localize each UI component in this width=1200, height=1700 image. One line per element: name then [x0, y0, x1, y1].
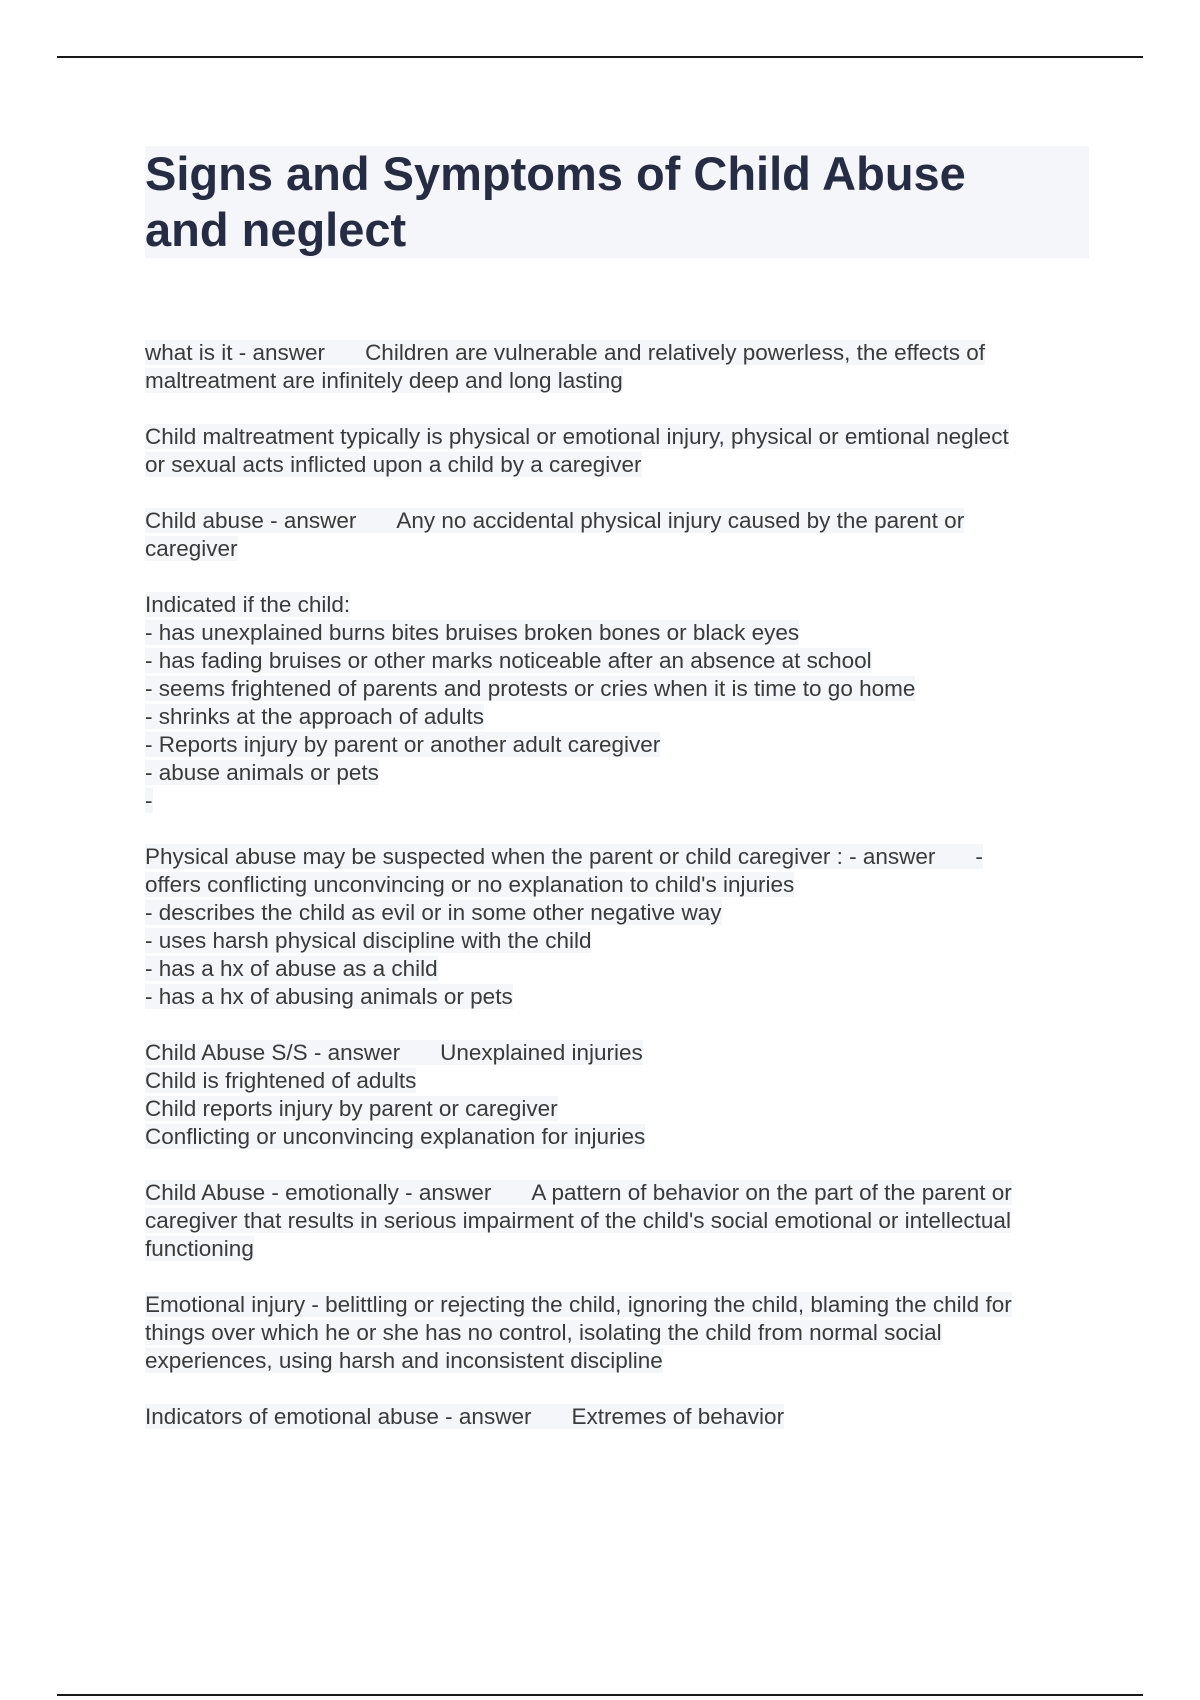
entry-answer-line: Any no accidental physical injury caused by the parent or: [396, 508, 965, 533]
qa-entry: [145, 507, 1089, 563]
paragraph-line: things over which he or she has no control, isolating the child from normal social: [145, 1320, 942, 1345]
paragraph-line: or sexual acts inflicted upon a child by a caregiver: [145, 452, 642, 477]
entry-term: Child Abuse S/S - answer: [145, 1040, 401, 1065]
entry-answer-line: - has a hx of abusing animals or pets: [145, 984, 513, 1009]
entry-answer-line: caregiver: [145, 536, 238, 561]
entry-answer-line: - has a hx of abuse as a child: [145, 956, 438, 981]
text-paragraph: [145, 423, 1089, 479]
entry-term: Child Abuse - emotionally - answer: [145, 1180, 492, 1205]
entry-answer-line: Conflicting or unconvincing explanation for injuries: [145, 1124, 646, 1149]
entry-answer-line: functioning: [145, 1236, 254, 1261]
entry-answer-line: - uses harsh physical discipline with the child: [145, 928, 592, 953]
entry-answer-line: A pattern of behavior on the part of the parent or: [531, 1180, 1012, 1205]
bottom-rule: [57, 1694, 1143, 1696]
page-title: [145, 146, 1089, 258]
paragraph-line: experiences, using harsh and inconsistent discipline: [145, 1348, 663, 1373]
paragraph-line: Emotional injury - belittling or rejecting the child, ignoring the child, blaming the child for: [145, 1292, 1012, 1317]
document-body: [145, 339, 1089, 1459]
title-line: and neglect: [145, 203, 407, 256]
entry-answer-line: -: [975, 844, 983, 869]
qa-entry: [145, 843, 1089, 1011]
entry-term: what is it - answer: [145, 340, 326, 365]
entry-answer-line: - describes the child as evil or in some other negative way: [145, 900, 722, 925]
qa-entry: [145, 339, 1089, 395]
list-item: - has unexplained burns bites bruises broken bones or black eyes: [145, 620, 800, 645]
entry-answer-line: Child is frightened of adults: [145, 1068, 417, 1093]
entry-answer-line: Children are vulnerable and relatively powerless, the effects of: [365, 340, 985, 365]
entry-answer-line: caregiver that results in serious impairment of the child's social emotional or intellectual: [145, 1208, 1011, 1233]
list-item: - seems frightened of parents and protests or cries when it is time to go home: [145, 676, 916, 701]
list-item: - Reports injury by parent or another adult caregiver: [145, 732, 661, 757]
entry-term: Physical abuse may be suspected when the parent or child caregiver : - answer: [145, 844, 936, 869]
qa-entry: [145, 1039, 1089, 1151]
top-rule: [57, 56, 1143, 58]
text-paragraph: [145, 1291, 1089, 1375]
entry-answer-line: Child reports injury by parent or caregiver: [145, 1096, 558, 1121]
indicator-list: [145, 591, 1089, 815]
list-item: - abuse animals or pets: [145, 760, 379, 785]
list-item: - has fading bruises or other marks noticeable after an absence at school: [145, 648, 872, 673]
entry-answer-line: Extremes of behavior: [571, 1404, 785, 1429]
list-heading: Indicated if the child:: [145, 592, 351, 617]
paragraph-line: Child maltreatment typically is physical or emotional injury, physical or emtional neglect: [145, 424, 1009, 449]
entry-answer-line: maltreatment are infinitely deep and long lasting: [145, 368, 623, 393]
list-item: - shrinks at the approach of adults: [145, 704, 484, 729]
qa-entry: [145, 1403, 1089, 1431]
title-line: Signs and Symptoms of Child Abuse: [145, 147, 966, 200]
entry-answer-line: Unexplained injuries: [440, 1040, 643, 1065]
entry-term: Child abuse - answer: [145, 508, 357, 533]
entry-term: Indicators of emotional abuse - answer: [145, 1404, 532, 1429]
list-item: -: [145, 788, 153, 813]
qa-entry: [145, 1179, 1089, 1263]
entry-answer-line: offers conflicting unconvincing or no explanation to child's injuries: [145, 872, 795, 897]
title-block: [145, 146, 1089, 258]
